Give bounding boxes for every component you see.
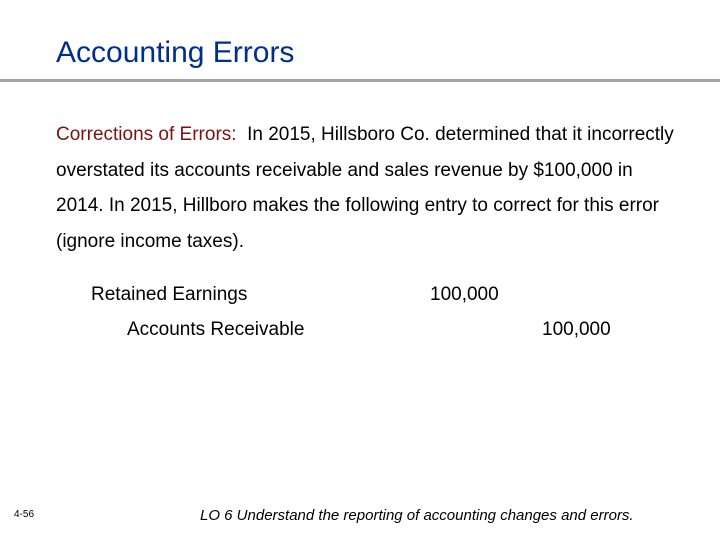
learning-objective-footer: LO 6 Understand the reporting of accounting changes and errors.: [200, 507, 634, 524]
credit-amount: 100,000: [542, 319, 611, 340]
body-text: In 2015, Hillsboro Co. determined that it incorrectly overstated its accounts receivable and sales revenue by $100,000 in 2014. In 2015, Hillboro makes the following entry to correct for this error (ignore income taxes).: [56, 124, 674, 252]
credit-account: Accounts Receivable: [127, 319, 305, 340]
lead-label: Corrections of Errors:: [56, 124, 237, 145]
slide-title: Accounting Errors: [56, 36, 295, 69]
title-divider: [0, 79, 720, 82]
body-paragraph: [56, 117, 676, 259]
debit-account: Retained Earnings: [91, 284, 248, 305]
page-number: 4-56: [14, 509, 35, 520]
debit-amount: 100,000: [430, 284, 499, 305]
